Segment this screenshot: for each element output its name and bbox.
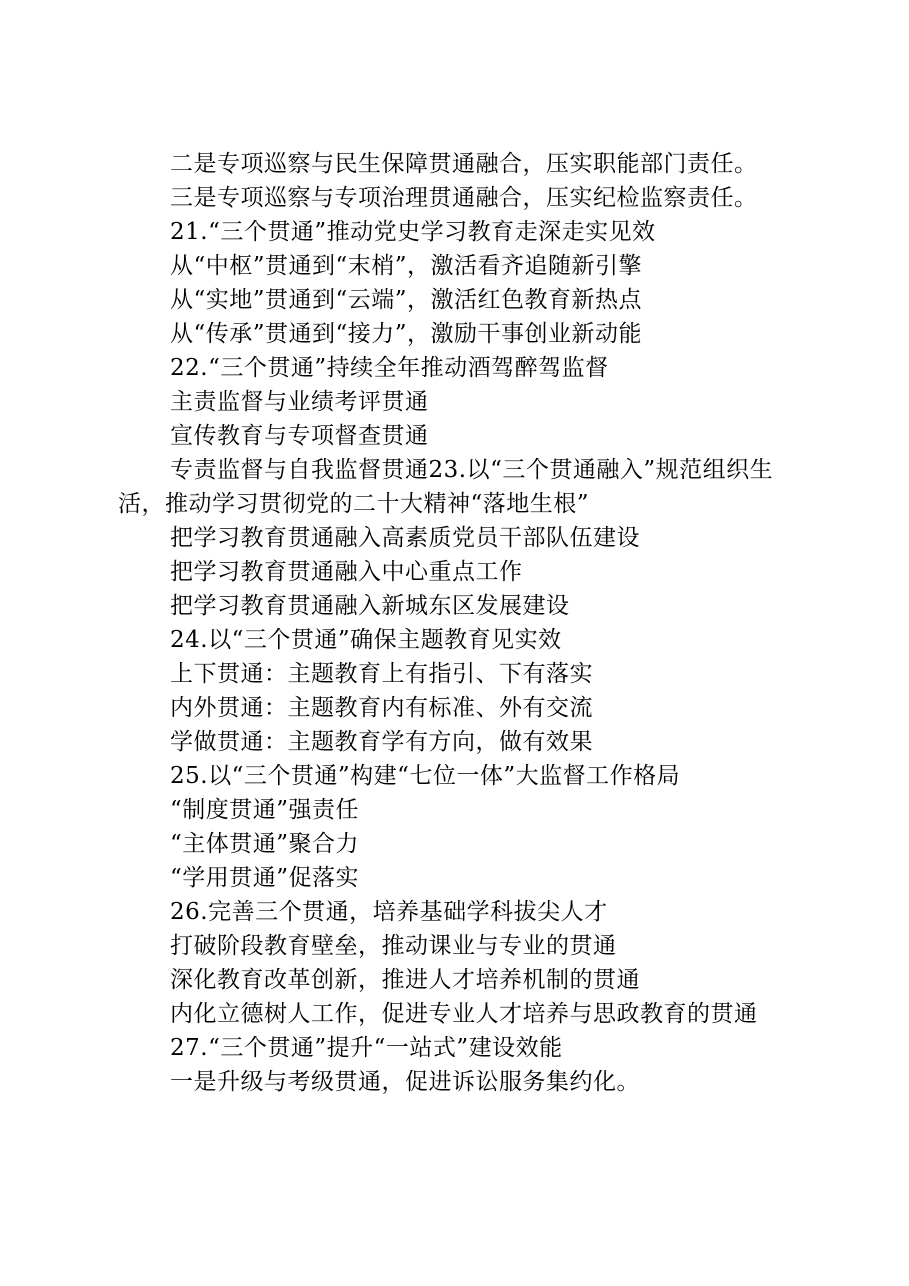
text-line: 内外贯通：主题教育内有标准、外有交流 [170,695,593,721]
section-heading: 26.完善三个贯通，培养基础学科拔尖人才 [170,899,608,925]
text-line: 把学习教育贯通融入高素质党员干部队伍建设 [170,525,640,551]
text-line: 学做贯通：主题教育学有方向，做有效果 [170,729,593,755]
text-line: 深化教育改革创新，推进人才培养机制的贯通 [170,967,640,993]
text-line: 宣传教育与专项督查贯通 [170,423,429,449]
text-line: 把学习教育贯通融入新城东区发展建设 [170,593,570,619]
wrapped-paragraph: 专责监督与自我监督贯通23.以“三个贯通融入”规范组织生活，推动学习贯彻党的二十大精神“落地生根” [118,457,774,517]
text-line: 从“传承”贯通到“接力”，激励干事创业新动能 [170,321,643,347]
section-heading: 22.“三个贯通”持续全年推动酒驾醉驾监督 [170,355,609,381]
text-line: “制度贯通”强责任 [170,797,360,823]
section-heading: 21.“三个贯通”推动党史学习教育走深走实见效 [170,219,656,245]
section-heading: 25.以“三个贯通”构建“七位一体”大监督工作格局 [170,763,681,789]
text-line: 打破阶段教育壁垒，推动课业与专业的贯通 [170,933,617,959]
text-line: “学用贯通”促落实 [170,865,360,891]
section-heading: 24.以“三个贯通”确保主题教育见实效 [170,627,562,653]
text-line: 从“实地”贯通到“云端”，激活红色教育新热点 [170,287,643,313]
text-line: 上下贯通：主题教育上有指引、下有落实 [170,661,593,687]
document-body [118,147,808,1099]
text-line: 主责监督与业绩考评贯通 [170,389,429,415]
text-line: 二是专项巡察与民生保障贯通融合，压实职能部门责任。 [170,151,758,177]
text-line: 三是专项巡察与专项治理贯通融合，压实纪检监察责任。 [170,185,758,211]
text-line: 把学习教育贯通融入中心重点工作 [170,559,523,585]
text-line: 一是升级与考级贯通，促进诉讼服务集约化。 [170,1069,640,1095]
section-heading: 27.“三个贯通”提升“一站式”建设效能 [170,1035,563,1061]
text-line: 内化立德树人工作，促进专业人才培养与思政教育的贯通 [170,1001,758,1027]
text-line: 从“中枢”贯通到“末梢”，激活看齐追随新引擎 [170,253,643,279]
text-line: “主体贯通”聚合力 [170,831,360,857]
